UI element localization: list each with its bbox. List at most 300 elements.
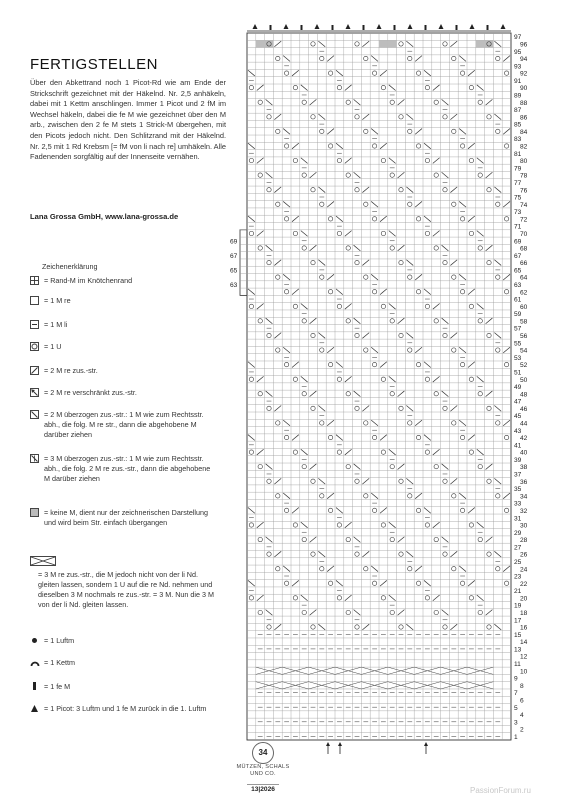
k2tog-mark [257,158,264,164]
row-number: 95 [514,48,522,56]
yarn-over-mark [302,610,306,614]
skp-mark [283,566,290,572]
k2tog-mark [362,260,369,266]
row-number: 43 [514,427,522,435]
skp-mark [266,610,273,616]
yarn-over-mark [496,348,500,352]
skp-mark [248,143,255,149]
finishing-instructions: Über den Abkettrand noch 1 Picot-Rd wie am Ende der Strickschrift gezeichnet mit der Häkelnd. Nr. 2,5 anhäkeln, dabei mit 1 Kettm anschlingen. Immer 1 Picot und 2 fM im Wechsel häkeln, dabei die fe M wie gezeichnet über den M arb., zwischen den 2 fe M stets 1 Strick-M übergehen, mit den Picots jedoch nicht. Den Schlitzrand mit der Häkelnd. Nr. 2,5 mit 1 Rd Krebsm [= fM von li nach re] umhäkeln. Alle Fadenenden sorgfältig auf der Innenseite vernähen. [30,78,226,162]
row-number: 26 [520,551,528,559]
k2tog-mark [292,143,299,149]
legend-text: = 1 U [44,342,62,351]
skp-mark [389,522,396,528]
yarn-over-mark [443,479,447,483]
yarn-over-mark [460,71,464,75]
row-number: 73 [514,209,522,217]
skp-mark [336,508,343,514]
section-name: MÜTZEN, SCHALS [236,764,290,770]
skp-mark [354,99,361,105]
yarn-over-mark [416,435,420,439]
yarn-over-mark [469,523,473,527]
legend-text: = keine M, dient nur der zeichnerischen Darstellung und wird beim Str. einfach übergangen [44,508,209,527]
row-number: 12 [520,653,528,661]
k2tog-mark [380,216,387,222]
k2tog-mark [345,595,352,601]
k2tog-mark [292,435,299,441]
yarn-over-mark [320,421,324,425]
yarn-over-mark [434,173,438,177]
yarn-over-mark [443,188,447,192]
skp-mark [266,464,273,470]
grid-lines [240,33,511,740]
yarn-over-mark [328,217,332,221]
yarn-over-mark [337,158,341,162]
picot-mark [439,24,444,29]
yarn-over-mark [399,42,403,46]
k2tog-mark [486,610,493,616]
k2tog-mark [415,566,422,572]
k2tog-mark [345,85,352,91]
single-crochet-mark [363,25,365,30]
legend-text: = 1 fe M [44,682,71,691]
publisher-credit: Lana Grossa GmbH, www.lana-grossa.de [30,212,179,221]
skp-mark [354,172,361,178]
yarn-over-mark [399,625,403,629]
yarn-over-mark [276,494,280,498]
skp-mark [459,56,466,62]
picot-mark [346,24,351,29]
k2tog-mark [380,362,387,368]
yarn-over-mark [337,85,341,89]
yarn-over-mark [258,464,262,468]
skp-mark [354,537,361,543]
yarn-over-mark [293,450,297,454]
k2tog-mark [415,201,422,207]
k2tog-mark [274,406,281,412]
skp-mark [283,347,290,353]
skp-mark [371,56,378,62]
k2tog-mark [257,303,264,309]
k2tog-mark [468,580,475,586]
yarn-over-mark [381,304,385,308]
k2tog-mark [486,99,493,105]
watermark: PassionForum.ru [470,786,531,795]
skp-mark [371,420,378,426]
row-number: 81 [514,150,522,158]
k2tog-mark [310,610,317,616]
k2tog-mark [468,70,475,76]
yarn-over-mark [320,275,324,279]
skp-mark [283,274,290,280]
yarn-over-mark [416,144,420,148]
yarn-over-mark [408,567,412,571]
k2tog-mark [468,216,475,222]
skp-mark [477,595,484,601]
no-stitch-cell [485,40,494,47]
row-number: 21 [514,588,522,596]
yarn-over-mark [478,173,482,177]
yarn-over-mark [425,596,429,600]
yarn-over-mark [364,348,368,352]
skp-mark [354,318,361,324]
legend-title: Zeichenerklärung [42,262,98,271]
skp-mark [301,376,308,382]
yarn-over-mark [328,581,332,585]
yarn-over-mark [311,260,315,264]
yarn-over-mark [408,348,412,352]
yarn-over-mark [504,581,508,585]
skp-mark [424,435,431,441]
k2tog-mark [468,289,475,295]
issue-number: 13|2026 [247,784,279,795]
yarn-over-mark [249,377,253,381]
yarn-over-mark [408,421,412,425]
row-number: 17 [514,617,522,625]
k2tog-mark [450,333,457,339]
yarn-over-mark [355,42,359,46]
yarn-over-mark [496,56,500,60]
row-number: 3 [514,719,518,727]
yarn-over-mark [416,71,420,75]
k2tog-mark [257,522,264,528]
row-number: 82 [520,143,528,151]
yarn-over-mark [434,100,438,104]
k2tog-mark [292,289,299,295]
skp-mark [301,522,308,528]
k2tog-mark [433,522,440,528]
k2tog-mark [398,172,405,178]
yarn-over-mark [328,362,332,366]
yarn-over-mark [496,494,500,498]
skp-mark [494,478,501,484]
k2tog-mark [310,464,317,470]
skp-mark [442,99,449,105]
yarn-over-mark [443,42,447,46]
yarn-over-mark [487,552,491,556]
yarn-over-mark [249,596,253,600]
center-arrow-head [326,742,330,746]
k2tog-mark [468,508,475,514]
row-number: 19 [514,602,522,610]
yarn-over-mark [478,319,482,323]
k2tog-mark [327,129,334,135]
k2tog-mark [362,114,369,120]
skp-mark [336,216,343,222]
yarn-over-mark [346,464,350,468]
yarn-over-mark [434,319,438,323]
k2tog-mark [433,158,440,164]
yarn-over-mark [434,610,438,614]
row-number: 72 [520,216,528,224]
yarn-over-mark [425,231,429,235]
yarn-over-mark [425,377,429,381]
yarn-over-mark [364,567,368,571]
row-number: 34 [520,493,528,501]
row-number: 38 [520,464,528,472]
yarn-over-mark [258,537,262,541]
skp-mark [248,70,255,76]
yarn-over-mark [381,158,385,162]
yarn-over-mark [311,406,315,410]
row-number: 35 [514,486,522,494]
row-number: 41 [514,442,522,450]
yarn-over-mark [504,71,508,75]
picot-mark [253,24,258,29]
row-number: 8 [520,682,524,690]
center-arrow-head [424,742,428,746]
row-number: 80 [520,158,528,166]
k2tog-mark [450,260,457,266]
legend-text: = 1 M li [44,320,68,329]
yarn-over-mark [425,158,429,162]
row-number: 89 [514,92,522,100]
yarn-over-mark [372,581,376,585]
skp-mark [336,143,343,149]
yarn-over-mark [284,290,288,294]
legend-text: = 3 M re zus.-str., die M jedoch nicht von der li Nd. gleiten lassen, sondern 1 U auf die re Nd. nehmen und dieselben 3 M nochmals re zus.-str. = 3 M. Nun die 3 M von der li Nd. gleiten lassen. [38,570,214,609]
row-number: 78 [520,172,528,180]
row-number: 64 [520,274,528,282]
single-crochet-mark [270,25,272,30]
yarn-over-mark [328,435,332,439]
yarn-over-mark [258,392,262,396]
skp-mark [406,187,413,193]
skp-mark [442,245,449,251]
yarn-over-mark [390,464,394,468]
yarn-over-mark [496,275,500,279]
yarn-over-mark [496,202,500,206]
yarn-over-mark [364,421,368,425]
yarn-over-mark [337,231,341,235]
yarn-over-mark [328,71,332,75]
yarn-over-mark [276,129,280,133]
skp-mark [266,537,273,543]
k2tog-mark [257,376,264,382]
row-number: 36 [520,478,528,486]
yarn-over-mark [487,333,491,337]
yarn-over-mark [390,100,394,104]
yarn-over-mark [311,552,315,556]
yarn-over-mark [478,610,482,614]
skp-mark [459,201,466,207]
k2tog-mark [380,508,387,514]
picot-mark [284,24,289,29]
skp-mark [371,347,378,353]
row-number: 40 [520,449,528,457]
yarn-over-mark [390,610,394,614]
yarn-over-mark [425,450,429,454]
yarn-over-mark [381,231,385,235]
k2tog-mark [327,566,334,572]
yarn-over-mark [443,552,447,556]
yarn-over-mark [443,406,447,410]
picot-mark [470,24,475,29]
skp-mark [459,566,466,572]
yarn-over-mark [399,552,403,556]
section-title: FERTIGSTELLEN [30,56,158,73]
yarn-over-mark [469,377,473,381]
legend-text: = 1 Kettm [44,658,75,667]
k2tog-mark [433,376,440,382]
yarn-over-mark [293,304,297,308]
k2tog-mark [398,391,405,397]
yarn-over-mark [337,377,341,381]
yarn-over-mark [478,100,482,104]
k2tog-mark [450,478,457,484]
yarn-over-mark [399,479,403,483]
skp-mark [494,624,501,630]
k2tog-mark [345,376,352,382]
row-number: 10 [520,668,528,676]
k2tog-mark [433,595,440,601]
yarn-over-mark [346,392,350,396]
skp-mark [424,508,431,514]
yarn-over-mark [346,246,350,250]
skp-mark [336,289,343,295]
yarn-over-mark [399,188,403,192]
yarn-over-mark [276,567,280,571]
skp-mark [477,158,484,164]
k2tog-mark [503,420,510,426]
single-crochet-mark [301,25,303,30]
yarn-over-mark [267,188,271,192]
yarn-over-mark [249,85,253,89]
yarn-over-mark [416,290,420,294]
yarn-over-mark [460,290,464,294]
yarn-over-mark [496,421,500,425]
yarn-over-mark [267,406,271,410]
k2tog-mark [415,56,422,62]
row-number: 42 [520,435,528,443]
yarn-over-mark [496,567,500,571]
row-number: 37 [514,471,522,479]
row-number: 53 [514,354,522,362]
yarn-over-mark [425,523,429,527]
slit-row-number: 63 [230,282,238,290]
row-number: 94 [520,56,528,64]
yarn-over-mark [478,246,482,250]
single-crochet-mark [332,25,334,30]
yarn-over-mark [443,260,447,264]
row-number: 68 [520,245,528,253]
yarn-over-mark [408,202,412,206]
yarn-over-mark [364,56,368,60]
yarn-over-mark [372,508,376,512]
yarn-over-mark [337,523,341,527]
legend-text: = 2 M überzogen zus.-str.: 1 M wie zum Rechtsstr. abh., die folg. M re str., dann die abgehobene M darüber ziehen [44,410,204,439]
skp-mark [406,260,413,266]
k2tog-mark [398,99,405,105]
skp-mark [318,478,325,484]
skp-mark [301,595,308,601]
row-number: 11 [514,661,521,669]
yarn-over-mark [355,625,359,629]
skp-mark [301,85,308,91]
row-number: 4 [520,712,524,720]
yarn-over-mark [267,552,271,556]
yarn-over-mark [284,217,288,221]
k2tog-mark [415,129,422,135]
k2tog-mark [362,41,369,47]
yarn-over-mark [267,625,271,629]
skp-mark [248,362,255,368]
yarn-over-mark [390,246,394,250]
skp-mark [371,201,378,207]
k2tog-mark [433,85,440,91]
k2tog-mark [345,158,352,164]
yarn-over-mark [381,85,385,89]
yarn-over-mark [434,537,438,541]
skp-mark [336,435,343,441]
row-number: 39 [514,456,522,464]
yarn-over-mark [346,537,350,541]
yarn-over-mark [460,217,464,221]
yarn-over-mark [452,494,456,498]
skp-mark [477,449,484,455]
skp-mark [494,114,501,120]
yarn-over-mark [399,406,403,410]
yarn-over-mark [372,290,376,294]
picot-row [247,24,511,31]
k2tog-mark [468,143,475,149]
skp-mark [424,70,431,76]
k2tog-mark [327,347,334,353]
yarn-over-mark [284,71,288,75]
skp-mark [424,580,431,586]
skp-mark [248,289,255,295]
skp-mark [301,231,308,237]
row-number: 9 [514,675,518,683]
row-number: 84 [520,128,528,136]
yarn-over-mark [302,392,306,396]
k2tog-mark [310,391,317,397]
skp-mark [266,172,273,178]
skp-mark [283,56,290,62]
row-number: 70 [520,230,528,238]
skp-mark [442,318,449,324]
skp-mark [371,493,378,499]
k2tog-mark [327,420,334,426]
yarn-over-mark [302,464,306,468]
row-number: 22 [520,580,528,588]
k2tog-mark [257,231,264,237]
yarn-over-mark [249,158,253,162]
row-number: 27 [514,544,522,552]
yarn-over-mark [390,392,394,396]
skp-mark [406,624,413,630]
legend-text: = Rand-M im Knötchenrand [44,276,133,285]
yarn-over-mark [293,231,297,235]
k2tog-mark [450,41,457,47]
row-number: 61 [514,296,522,304]
yarn-over-mark [487,260,491,264]
skp-mark [477,522,484,528]
yarn-over-mark [284,362,288,366]
yarn-over-mark [364,494,368,498]
yarn-over-mark [346,173,350,177]
skp-mark [494,406,501,412]
yarn-over-mark [364,129,368,133]
k2tog-mark [486,245,493,251]
row-number: 56 [520,333,528,341]
k2tog-mark [274,114,281,120]
skp-mark [389,303,396,309]
skp-mark [442,464,449,470]
k2tog-mark [310,245,317,251]
yarn-over-mark [311,625,315,629]
skp-mark [477,231,484,237]
yarn-over-mark [504,362,508,366]
